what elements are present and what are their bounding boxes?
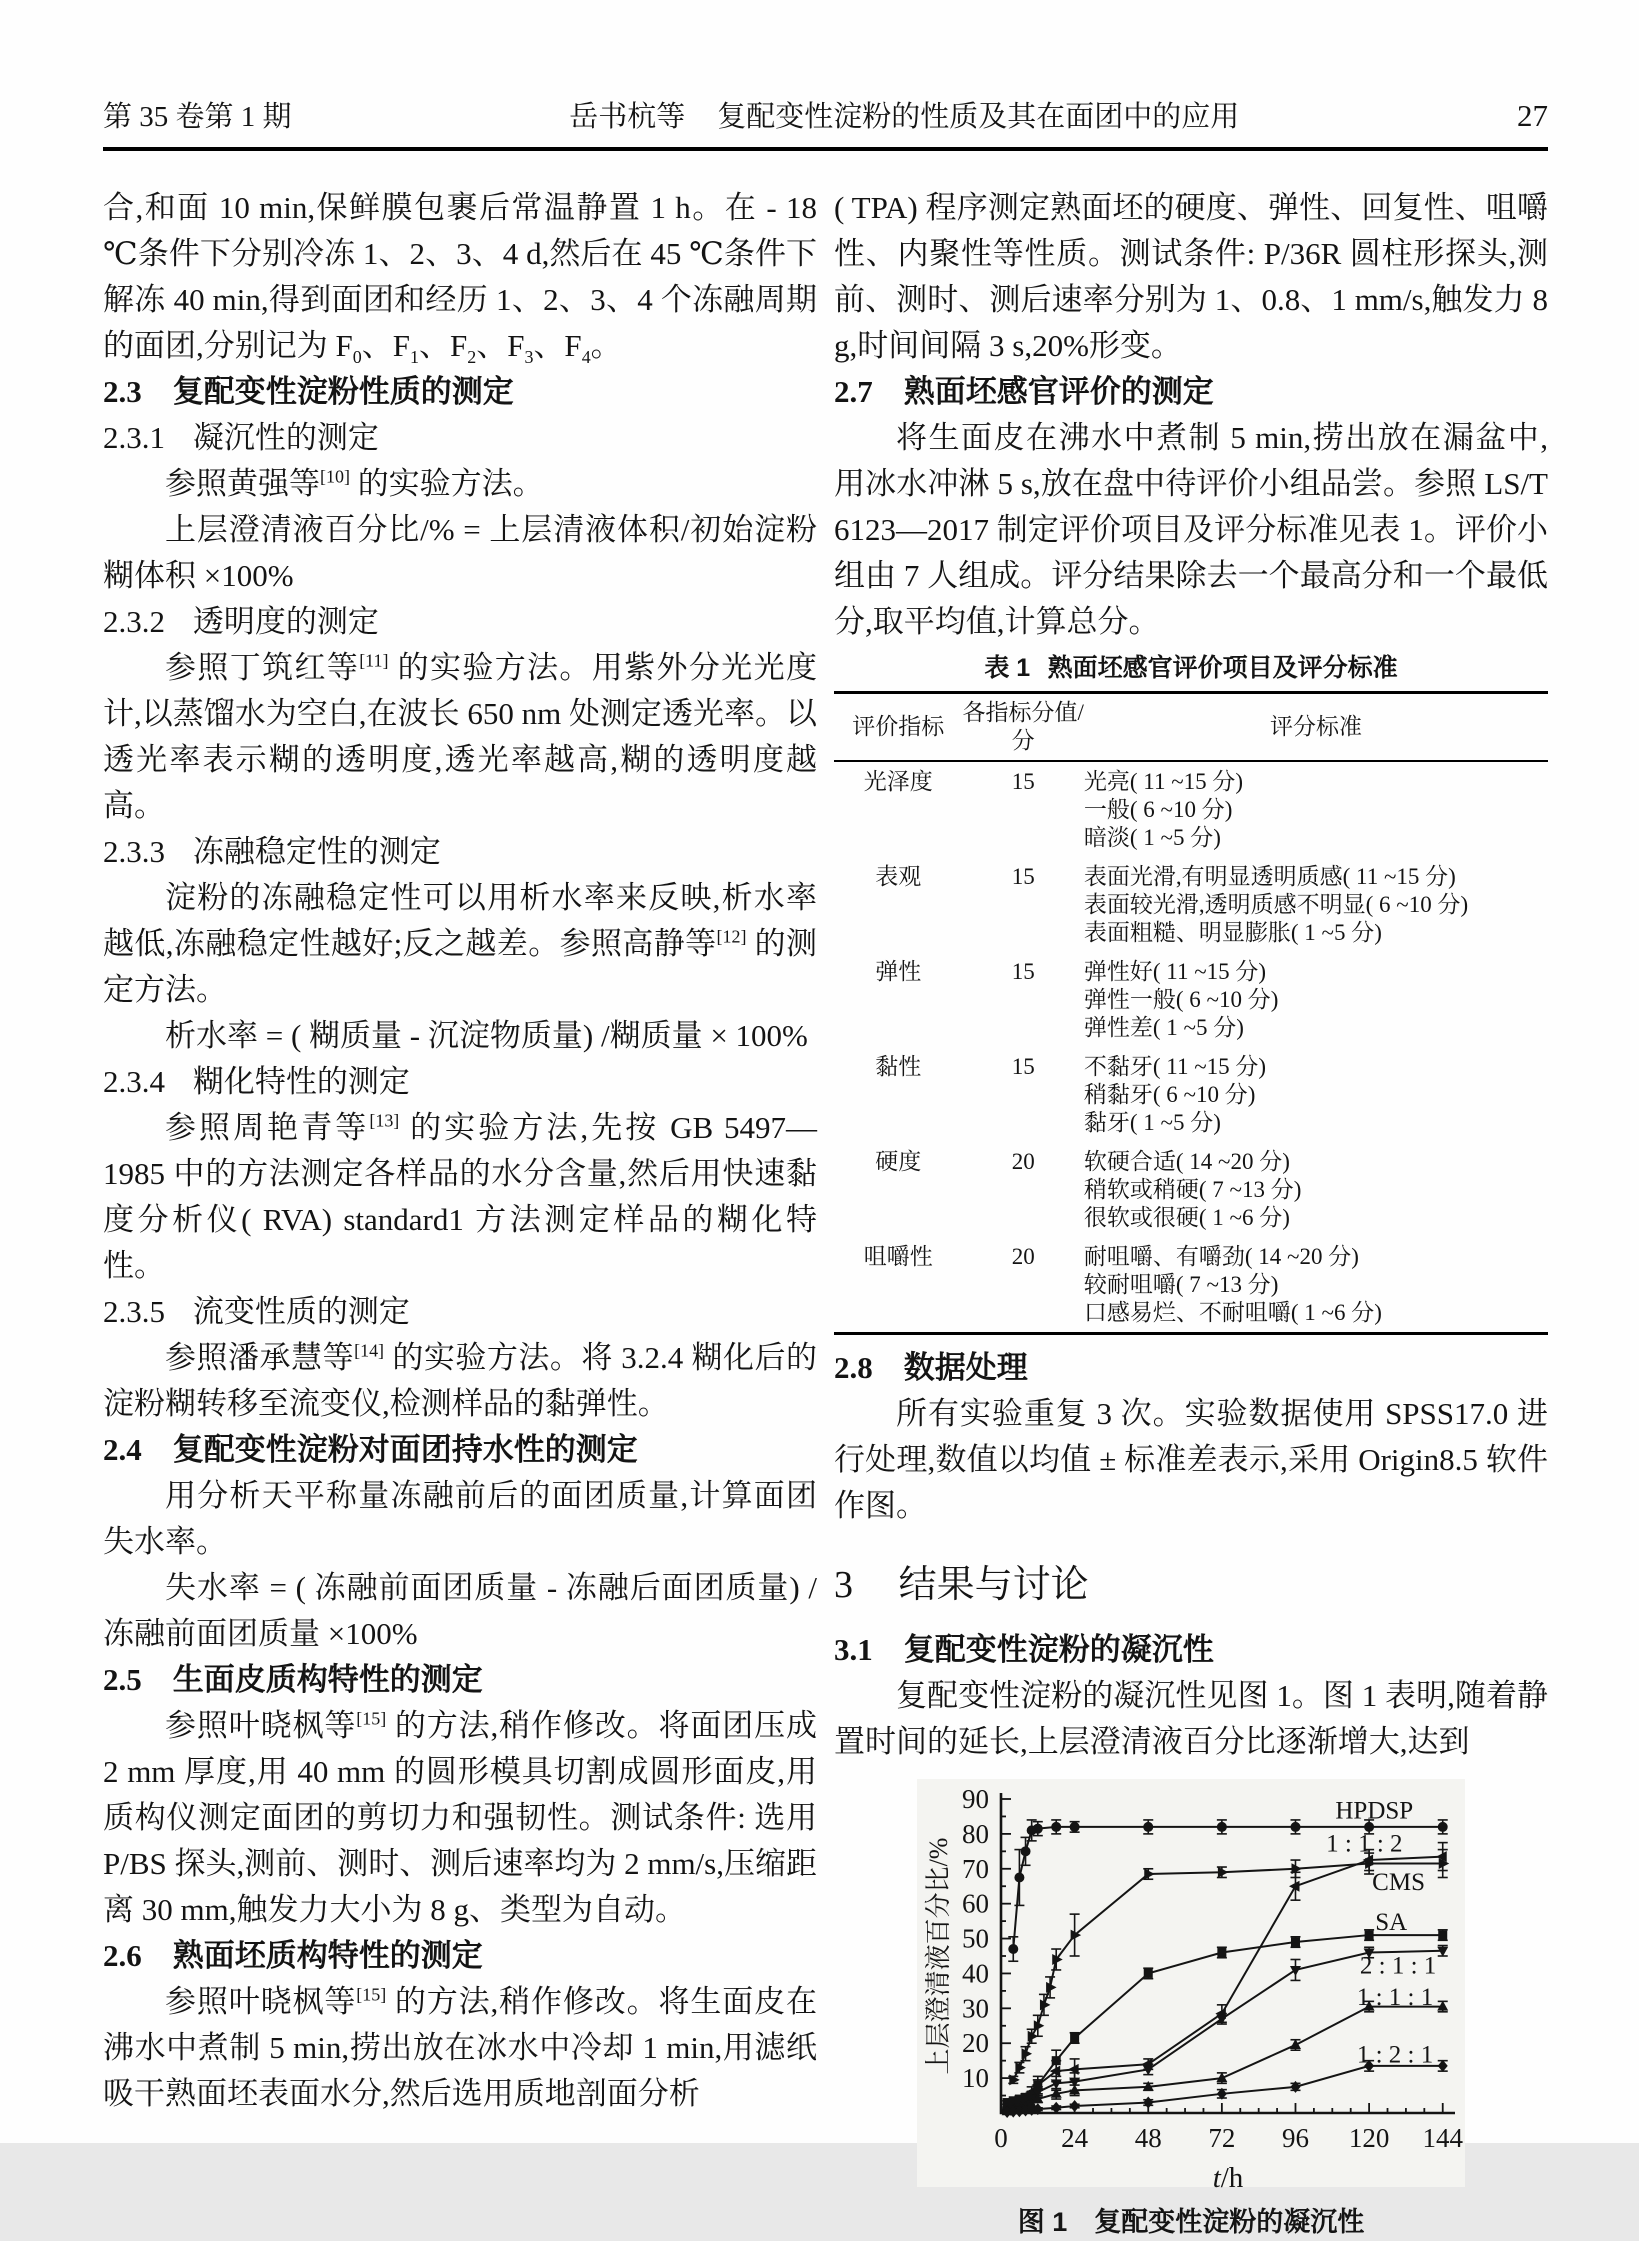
section-heading [103,1289,817,1335]
table-header-row [834,693,1548,762]
paragraph: 参照叶晓枫等[15] 的方法,稍作修改。将生面皮在沸水中煮制 5 min,捞出放在冰水中冷却 1 min,用滤纸吸干熟面坯表面水分,然后选用质地剖面分析 [103,1984,818,2111]
figure-caption [834,2203,1548,2241]
cell-criteria: 耐咀嚼、有嚼劲( 14 ~20 分) 较耐咀嚼( 7 ~13 分) 口感易烂、不耐咀嚼( 1 ~6 分) [1083,1244,1382,1325]
section-number: 2.3.4 [103,1064,165,1099]
section-number: 2.7 [834,374,873,409]
paragraph: 上层澄清液百分比/% = 上层清液体积/初始淀粉糊体积 ×100% [103,512,817,593]
section-number: 3 [834,1564,853,1606]
section-heading [834,1559,1548,1611]
running-authors: 岳书杭等 [569,101,686,133]
section-heading [103,599,817,645]
section-title: 透明度的测定 [192,604,379,639]
svg-text:20: 20 [962,2028,989,2059]
paragraph: 析水率 = ( 糊质量 - 沉淀物质量) /糊质量 × 100% [165,1018,808,1053]
sensory-table-block [834,651,1548,1335]
section-heading [834,1345,1548,1391]
settling-chart [921,1783,1463,2194]
section-title: 复配变性淀粉对面团持水性的测定 [172,1432,638,1467]
section-number: 2.3 [103,374,142,409]
svg-text:1 : 2 : 1: 1 : 2 : 1 [1356,2041,1434,2069]
section-heading [103,1427,817,1473]
col-header-criteria: 评分标准 [1269,714,1362,739]
table-row [834,761,1548,857]
cell-indicator: 弹性 [875,959,922,984]
running-title [292,97,1517,137]
svg-text:10: 10 [962,2063,989,2094]
section-number: 2.6 [103,1938,142,1973]
left-column [103,185,817,2241]
paragraph: 所有实验重复 3 次。实验数据使用 SPSS17.0 进行处理,数值以均值 ± 标准差表示,采用 Origin8.5 软件作图。 [834,1396,1548,1523]
section-title: 糊化特性的测定 [192,1064,410,1099]
cell-score: 15 [1011,864,1035,889]
svg-text:上层澄清液百分比/%: 上层澄清液百分比/% [924,1837,953,2075]
svg-text:1 : 1 : 1: 1 : 1 : 1 [1356,1984,1434,2012]
paragraph: 失水率 = ( 冻融前面团质量 - 冻融后面团质量) /冻融前面团质量 ×100% [103,1570,817,1651]
svg-text:SA: SA [1375,1909,1408,1937]
section-title: 冻融稳定性的测定 [192,834,441,869]
section-heading [103,1933,817,1979]
svg-text:90: 90 [962,1784,989,1814]
section-number: 2.8 [834,1350,873,1385]
section-number: 2.5 [103,1662,142,1697]
section-title: 数据处理 [903,1350,1028,1385]
svg-text:48: 48 [1134,2123,1162,2153]
svg-text:30: 30 [962,1993,989,2024]
col-header-indicator: 评价指标 [852,714,945,739]
cell-score: 20 [1011,1149,1035,1174]
figure-caption-label: 图 1 [1017,2207,1068,2237]
paragraph: 参照叶晓枫等[15] 的方法,稍作修改。将面团压成 2 mm 厚度,用 40 mm 的圆形模具切割成圆形面皮,用质构仪测定面团的剪切力和强韧性。测试条件: 选用 P/BS 探头,测前、测时、测后速率均为 2 mm/s,压缩距离 30 mm,触发力大小为 8 g、类型为自动。 [103,1708,818,1927]
section-heading [103,415,817,461]
figure-caption-text: 复配变性淀粉的凝沉性 [1094,2207,1365,2237]
section-heading [834,1627,1548,1673]
paragraph: 将生面皮在沸水中煮制 5 min,捞出放在漏盆中,用冰水冲淋 5 s,放在盘中待评价小组品尝。参照 LS/T 6123—2017 制定评价项目及评分标准见表 1。评价小组由 7 人组成。评分结果除去一个最高分和一个最低分,取平均值,计算总分。 [834,420,1548,639]
table-title [834,651,1548,685]
section-number: 2.4 [103,1432,142,1467]
paragraph: 参照周艳青等[13] 的实验方法,先按 GB 5497—1985 中的方法测定各样品的水分含量,然后用快速黏度分析仪( RVA) standard1 方法测定样品的糊化特性。 [103,1110,817,1283]
cell-criteria: 弹性好( 11 ~15 分) 弹性一般( 6 ~10 分) 弹性差( 1 ~5 分) [1083,959,1279,1040]
svg-text:HPDSP: HPDSP [1335,1797,1414,1825]
section-heading [103,1059,817,1105]
issue-info: 第 35 卷第 1 期 [103,101,292,133]
cell-score: 15 [1011,959,1035,984]
sensory-table [834,691,1548,1335]
table-row [834,1237,1548,1334]
svg-text:80: 80 [962,1818,989,1849]
cell-indicator: 表观 [875,864,922,889]
svg-text:24: 24 [1061,2123,1089,2153]
svg-text:70: 70 [962,1853,989,1884]
paragraph: 参照黄强等[10] 的实验方法。 [165,466,544,501]
paragraph: 用分析天平称量冻融前后的面团质量,计算面团失水率。 [103,1478,817,1559]
section-heading [103,369,817,415]
section-title: 生面皮质构特性的测定 [172,1662,483,1697]
section-heading [103,1657,817,1703]
svg-text:96: 96 [1281,2123,1309,2153]
section-title: 熟面坯感官评价的测定 [903,374,1214,409]
section-title: 凝沉性的测定 [192,420,379,455]
paragraph: 参照潘承慧等[14] 的实验方法。将 3.2.4 糊化后的淀粉糊转移至流变仪,检测样品的黏弹性。 [103,1340,818,1421]
col-header-score: 各指标分值/分 [962,700,1084,753]
svg-text:t/h: t/h [1212,2162,1244,2194]
right-column-top [834,185,1548,645]
table-row [834,1047,1548,1142]
running-article-title: 复配变性淀粉的性质及其在面团中的应用 [717,101,1240,133]
svg-text:50: 50 [962,1923,989,1954]
cell-score: 15 [1011,769,1035,794]
table-label: 表 1 [984,654,1031,682]
page-number: 27 [1517,98,1548,133]
section-number: 2.3.1 [103,420,165,455]
svg-text:CMS: CMS [1372,1868,1425,1896]
section-number: 3.1 [834,1632,873,1667]
section-title: 熟面坯质构特性的测定 [172,1938,483,1973]
section-number: 2.3.3 [103,834,165,869]
svg-text:0: 0 [994,2123,1008,2153]
cell-criteria: 光亮( 11 ~15 分) 一般( 6 ~10 分) 暗淡( 1 ~5 分) [1083,769,1244,850]
cell-criteria: 不黏牙( 11 ~15 分) 稍黏牙( 6 ~10 分) 黏牙( 1 ~5 分) [1083,1054,1267,1135]
right-column [834,185,1548,2241]
section-heading [834,369,1548,415]
two-column-body [103,185,1548,2241]
cell-indicator: 黏性 [875,1054,922,1079]
section-title: 流变性质的测定 [192,1294,410,1329]
cell-score: 20 [1011,1244,1035,1269]
cell-criteria: 软硬合适( 14 ~20 分) 稍软或稍硬( 7 ~13 分) 很软或很硬( 1 ~6 分) [1083,1149,1302,1230]
sensory-table-body [834,761,1548,1334]
section-title: 复配变性淀粉的凝沉性 [903,1632,1214,1667]
svg-text:1 : 1 : 2: 1 : 1 : 2 [1326,1830,1403,1858]
cell-criteria: 表面光滑,有明显透明质感( 11 ~15 分) 表面较光滑,透明质感不明显( 6 ~10 分) 表面粗糙、明显膨胀( 1 ~5 分) [1083,864,1469,945]
right-column-mid [834,1345,1548,1765]
running-head [103,96,1548,137]
svg-text:144: 144 [1422,2123,1463,2153]
cell-indicator: 硬度 [875,1149,922,1174]
paragraph: 参照丁筑红等[11] 的实验方法。用紫外分光光度计,以蒸馏水为空白,在波长 650 nm 处测定透光率。以透光率表示糊的透明度,透光率越高,糊的透明度越高。 [103,650,818,823]
svg-text:120: 120 [1348,2123,1390,2153]
header-rule [103,147,1548,151]
svg-text:60: 60 [962,1888,989,1919]
settling-chart-area [917,1779,1465,2194]
section-number: 2.3.5 [103,1294,165,1329]
paragraph: 复配变性淀粉的凝沉性见图 1。图 1 表明,随着静置时间的延长,上层澄清液百分比逐渐增大,达到 [834,1678,1548,1759]
section-heading [103,829,817,875]
table-row [834,952,1548,1047]
table-row [834,857,1548,952]
cell-indicator: 光泽度 [863,769,933,794]
svg-text:40: 40 [962,1958,989,1989]
table-title-text: 熟面坯感官评价项目及评分标准 [1047,654,1398,682]
figure-1 [834,1779,1548,2241]
paragraph: ( TPA) 程序测定熟面坯的硬度、弹性、回复性、咀嚼性、内聚性等性质。测试条件: P/36R 圆柱形探头,测前、测时、测后速率分别为 1、0.8、1 mm/s,触发力 8 g,时间间隔 3 s,20%形变。 [834,190,1548,363]
section-number: 2.3.2 [103,604,165,639]
paragraph: 淀粉的冻融稳定性可以用析水率来反映,析水率越低,冻融稳定性越好;反之越差。参照高静等[12] 的测定方法。 [103,880,817,1007]
cell-indicator: 咀嚼性 [863,1244,933,1269]
section-title: 结果与讨论 [898,1564,1089,1606]
section-title: 复配变性淀粉性质的测定 [172,374,514,409]
paragraph: 合,和面 10 min,保鲜膜包裹后常温静置 1 h。在 - 18 ℃条件下分别冷冻 1、2、3、4 d,然后在 45 ℃条件下解冻 40 min,得到面团和经历 1、2、3、4 个冻融周期的面团,分别记为 $F_0$、$F_1$、$F_2$、$F_3$、$F_4$。 [103,190,817,368]
svg-text:2 : 1 : 1: 2 : 1 : 1 [1359,1952,1437,1980]
table-row [834,1142,1548,1237]
cell-score: 15 [1011,1054,1035,1079]
svg-text:72: 72 [1208,2123,1236,2153]
